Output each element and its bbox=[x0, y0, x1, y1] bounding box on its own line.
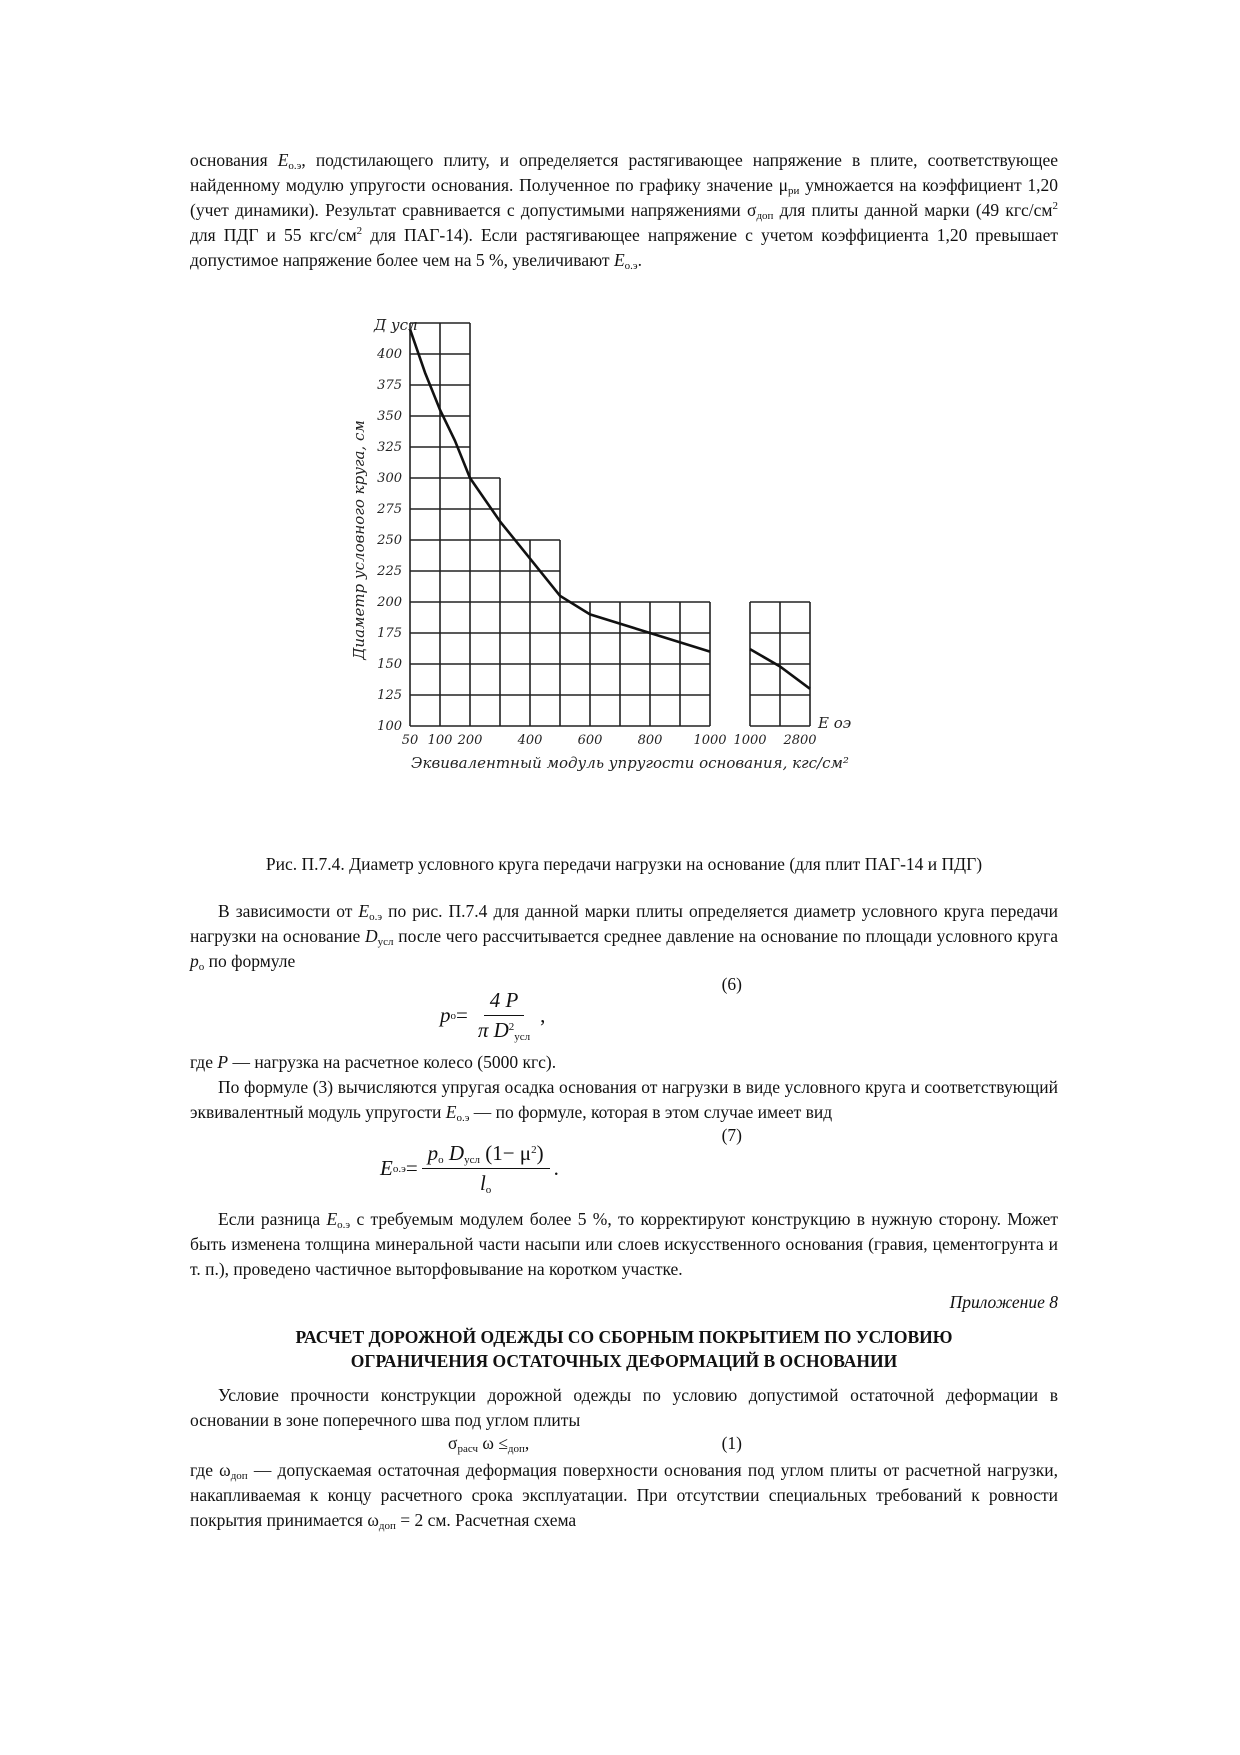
formula-7: E о.э = $\frac{p_o D_{усл} (1- \mu^2)}{l_o}$ . bbox=[380, 1141, 559, 1196]
where-line: где P — нагрузка на расчетное колесо (5000 кгс). bbox=[190, 1052, 557, 1072]
x-tick-label: 600 bbox=[577, 733, 603, 748]
diameter-chart bbox=[340, 316, 900, 836]
equation-7 bbox=[190, 1125, 1058, 1207]
formula-1: $\sigma_{расч}$ $\omega \le_{доп}$, bbox=[448, 1433, 530, 1455]
y-tick-label: 400 bbox=[377, 347, 402, 362]
y-tick-label: 175 bbox=[377, 626, 402, 641]
x-tick-label: 400 bbox=[517, 733, 543, 748]
fraction: $\frac{4 P}{\pi D^2_{усл}}$ bbox=[477, 988, 531, 1043]
x-tick-label: 100 bbox=[427, 733, 453, 748]
x-axis-title: Эквивалентный модуль упругости основания, кгс/см² bbox=[411, 754, 849, 772]
x-tick-label: 1000 bbox=[693, 733, 727, 748]
paragraph-6: где $\omega_{доп}$ — допускаемая остаточная деформация поверхности основания под углом плиты от расчетной нагрузки, накапливаемая к концу расчетного срока эксплуатации. При отсутствии специальных требований к ровности покрытия принимается $\omega_{доп} = 2$ см. Расчетная схема bbox=[190, 1460, 1058, 1532]
y-tick-label: 300 bbox=[377, 471, 402, 486]
y-tick-label: 325 bbox=[377, 440, 402, 455]
formula-6: p o = $\frac{4 P}{\pi D^2_{усл}}$ , bbox=[440, 988, 546, 1043]
paragraph-5: Условие прочности конструкции дорожной одежды по условию допустимой остаточной деформации в основании в зоне поперечного шва под углом плиты bbox=[190, 1385, 1058, 1430]
paragraph-2: В зависимости от $E_{о.э}$ по рис. П.7.4 для данной марки плиты определяется диаметр условного круга передачи нагрузки на основание $D_{усл}$ после чего рассчитывается среднее давление на основание по площади условного круга $p_о$ по формуле bbox=[190, 901, 1058, 973]
paragraph-3: По формуле (3) вычисляются упругая осадка основания от нагрузки в виде условного круга и соответствующий эквивалентный модуль упругости $E_{о.э}$ — по формуле, которая в этом случае имеет вид bbox=[190, 1077, 1058, 1124]
y-axis-symbol: Д усл bbox=[374, 316, 418, 334]
equation-6 bbox=[190, 974, 1058, 1050]
x-tick-label: 800 bbox=[637, 733, 663, 748]
x-tick-label: 200 bbox=[457, 733, 483, 748]
text-after-figure bbox=[190, 899, 1058, 1533]
y-tick-label: 375 bbox=[377, 378, 402, 393]
equation-number: (6) bbox=[721, 974, 742, 994]
y-tick-label: 200 bbox=[377, 595, 402, 610]
y-tick-label: 350 bbox=[377, 409, 402, 424]
figure-caption: Рис. П.7.4. Диаметр условного круга передачи нагрузки на основание (для плит ПАГ-14 и ПДГ) bbox=[265, 854, 983, 874]
y-tick-label: 275 bbox=[377, 502, 402, 517]
equation-number: (7) bbox=[721, 1125, 742, 1145]
x-tick-label: 1000 bbox=[733, 733, 767, 748]
symbol-E: E bbox=[613, 250, 625, 270]
symbol-E: E bbox=[277, 150, 289, 170]
appendix-label: Приложение 8 bbox=[949, 1292, 1058, 1312]
y-axis-title: Диаметр условного круга, см bbox=[350, 420, 368, 660]
x-tick-label: 50 bbox=[401, 733, 419, 748]
y-tick-label: 150 bbox=[377, 657, 402, 672]
chart-grid bbox=[410, 323, 810, 726]
y-tick-label: 100 bbox=[377, 719, 402, 734]
x-axis-symbol: Е оэ bbox=[818, 714, 852, 732]
paragraph-4: Если разница $E_{о.э}$ с требуемым модулем более 5 %, то корректируют конструкцию в нужную сторону. Может быть изменена толщина минеральной части насыпи или слоев искусственного основания (гравия, цементогрунта и т. п.), проведено частичное выторфовывание на коротком участке. bbox=[190, 1209, 1058, 1279]
fraction: $\frac{p_o D_{усл} (1- \mu^2)}{l_o}$ bbox=[422, 1141, 550, 1196]
equation-1 bbox=[190, 1433, 1058, 1458]
y-tick-label: 125 bbox=[377, 688, 402, 703]
equation-number: (1) bbox=[721, 1433, 742, 1453]
document-page bbox=[190, 148, 1059, 1532]
y-tick-label: 250 bbox=[377, 533, 402, 548]
y-tick-label: 225 bbox=[377, 564, 402, 579]
paragraph-1: основания $E_{о.э}$, подстилающего плиту, и определяется растягивающее напряжение в плите, соответствующее найденному модулю упругости основания. Полученное по графику значение $\mu_{ри}$ умножается на коэффициент 1,20 (учет динамики). Результат сравнивается с допустимыми напряжениями $\sigma_{доп}$ для плиты данной марки (49 кгс/$см^2$ для ПДГ и 55 кгс/$см^2$ для ПАГ-14). Если растягивающее напряжение с учетом коэффициента 1,20 превышает допустимое напряжение более чем на 5 %, увеличивают $E_{о.э}$. bbox=[190, 150, 1059, 272]
x-tick-label: 2800 bbox=[783, 733, 817, 748]
figure-chart bbox=[340, 316, 900, 836]
section-heading: РАСЧЕТ ДОРОЖНОЙ ОДЕЖДЫ СО СБОРНЫМ ПОКРЫТИЕМ ПО УСЛОВИЮ ОГРАНИЧЕНИЯ ОСТАТОЧНЫХ ДЕФОРМАЦИЙ В ОСНОВАНИИ bbox=[295, 1327, 953, 1371]
